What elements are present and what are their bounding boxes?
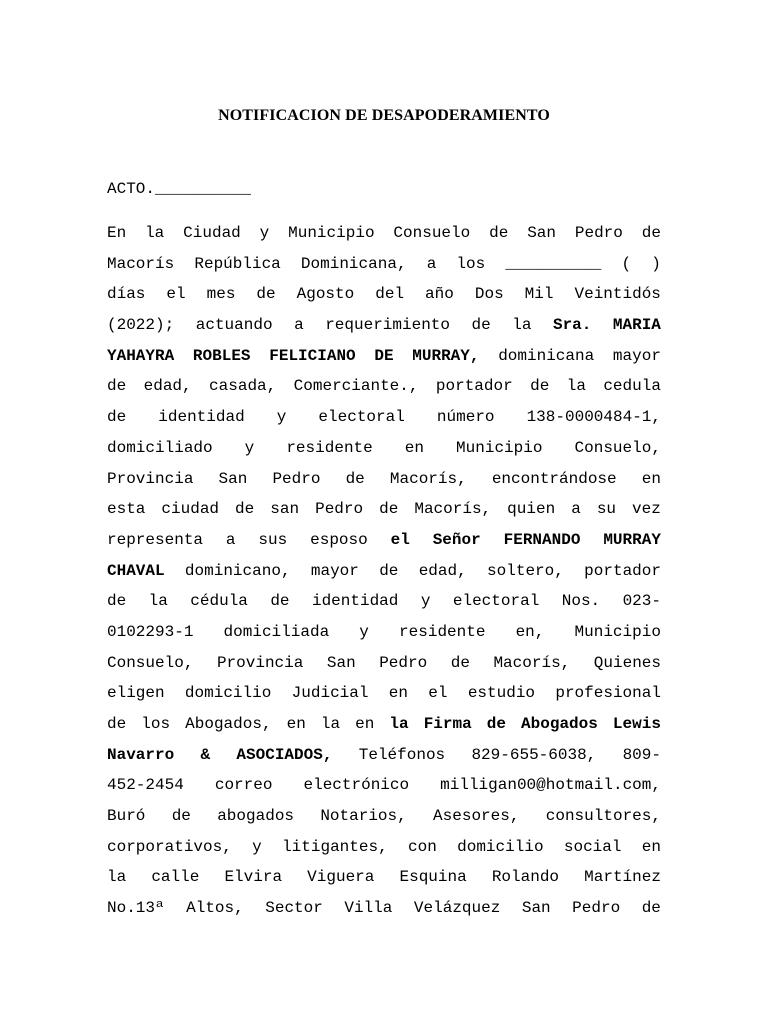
word: a bbox=[294, 316, 304, 335]
word: Judicial bbox=[291, 684, 369, 703]
word: del bbox=[375, 285, 405, 304]
word: domiciliada bbox=[223, 622, 330, 641]
word: Abogados, bbox=[185, 715, 272, 733]
text-line bbox=[107, 590, 661, 621]
text-line bbox=[107, 774, 661, 805]
word: Provincia bbox=[216, 653, 304, 672]
word: En bbox=[107, 224, 127, 242]
word: representa bbox=[107, 530, 204, 549]
word: con bbox=[408, 837, 437, 856]
word: profesional bbox=[555, 684, 661, 703]
text-line bbox=[107, 283, 661, 314]
word: domicilio bbox=[184, 684, 272, 703]
text-line bbox=[107, 682, 661, 713]
word: San bbox=[326, 653, 356, 672]
word: la bbox=[148, 592, 168, 611]
word: Pedro bbox=[272, 469, 321, 488]
word: quien bbox=[507, 500, 556, 519]
word: consultores, bbox=[545, 807, 661, 826]
word: la bbox=[107, 868, 127, 887]
word: domicilio bbox=[457, 837, 544, 856]
word: __________ bbox=[505, 254, 602, 273]
word: de bbox=[345, 469, 365, 488]
word: Municipio bbox=[574, 622, 661, 641]
word: electoral bbox=[318, 408, 405, 427]
word: san bbox=[270, 500, 300, 519]
word: portador bbox=[584, 561, 661, 580]
word: Velázquez bbox=[413, 899, 501, 918]
word: Abogados bbox=[521, 715, 598, 733]
text-line bbox=[107, 314, 661, 345]
word: Mil bbox=[524, 285, 554, 304]
word: en bbox=[355, 715, 375, 733]
word: Viguera bbox=[307, 868, 375, 887]
word: de bbox=[450, 653, 470, 672]
word: y bbox=[276, 408, 287, 427]
word: Pedro bbox=[572, 899, 621, 918]
word: Municipio bbox=[456, 438, 543, 457]
word: número bbox=[436, 408, 495, 427]
word: MURRAY, bbox=[412, 346, 480, 365]
word: a bbox=[225, 530, 236, 549]
text-line bbox=[107, 866, 661, 897]
word: de bbox=[107, 715, 127, 733]
word: Villa bbox=[344, 899, 393, 918]
word: (2022); bbox=[107, 316, 175, 335]
word: litigantes, bbox=[282, 837, 388, 856]
word: identidad bbox=[311, 592, 399, 611]
word: residente bbox=[286, 438, 373, 457]
word: & bbox=[200, 745, 211, 764]
word: encontrándose bbox=[491, 469, 617, 488]
word: electrónico bbox=[303, 776, 410, 795]
word: y bbox=[244, 438, 255, 457]
word: Consuelo bbox=[393, 224, 471, 242]
word: Notarios, bbox=[320, 807, 407, 826]
word: en bbox=[404, 438, 424, 457]
word: FERNANDO bbox=[503, 530, 581, 549]
word: actuando bbox=[195, 316, 273, 335]
word: Rolando bbox=[491, 868, 560, 887]
word: mayor bbox=[612, 346, 661, 365]
word: San bbox=[218, 469, 248, 488]
word: No.13ª bbox=[107, 899, 165, 918]
word: Lewis bbox=[612, 715, 661, 733]
word: 138-0000484-1, bbox=[526, 408, 661, 427]
word: ROBLES bbox=[192, 346, 251, 365]
word: correo bbox=[214, 776, 273, 795]
text-line bbox=[107, 713, 661, 744]
word: 809- bbox=[622, 745, 661, 764]
word: mayor bbox=[310, 561, 359, 580]
word: Nos. bbox=[561, 592, 601, 611]
word: cédula bbox=[190, 592, 248, 611]
word: y bbox=[359, 622, 369, 641]
word: Agosto bbox=[296, 285, 355, 304]
word: en bbox=[286, 715, 306, 733]
word: en bbox=[388, 684, 408, 703]
word: los bbox=[141, 715, 171, 733]
word: Altos, bbox=[186, 899, 244, 918]
word: de bbox=[379, 561, 399, 580]
word: Pedro bbox=[379, 653, 428, 672]
word: Macorís, bbox=[389, 469, 467, 488]
word: requerimiento bbox=[325, 316, 451, 335]
word: de bbox=[471, 316, 491, 335]
word: residente bbox=[399, 622, 486, 641]
word: esta bbox=[107, 500, 146, 519]
text-line bbox=[107, 498, 661, 529]
word: de bbox=[171, 807, 191, 826]
text-line bbox=[107, 621, 661, 652]
word: Dominicana, bbox=[300, 254, 407, 273]
word: estudio bbox=[467, 684, 536, 703]
text-line bbox=[107, 437, 661, 468]
word: DE bbox=[374, 346, 394, 365]
word: casada, bbox=[209, 377, 277, 396]
word: año bbox=[425, 285, 454, 304]
word: Comerciante., bbox=[293, 377, 419, 396]
word: de bbox=[256, 285, 276, 304]
word: Provincia bbox=[107, 469, 194, 488]
word: ) bbox=[651, 254, 661, 273]
text-line bbox=[107, 560, 661, 591]
word: ( bbox=[621, 254, 632, 273]
text-line bbox=[107, 253, 661, 284]
word: identidad bbox=[158, 408, 245, 427]
word: milligan00@hotmail.com, bbox=[440, 776, 661, 795]
word: Elvira bbox=[224, 868, 283, 887]
word: a bbox=[426, 254, 437, 273]
acto-field: ACTO.__________ bbox=[107, 180, 252, 198]
word: en bbox=[641, 469, 661, 488]
word: República bbox=[194, 254, 281, 273]
text-line bbox=[107, 652, 661, 683]
word: Martínez bbox=[584, 868, 661, 887]
word: de bbox=[530, 377, 550, 396]
word: de bbox=[107, 592, 127, 611]
word: de bbox=[489, 224, 509, 242]
word: Pedro bbox=[574, 224, 623, 242]
word: electoral bbox=[452, 592, 540, 611]
word: Quienes bbox=[593, 653, 661, 672]
word: Sra. bbox=[552, 316, 592, 335]
text-line bbox=[107, 529, 661, 560]
word: soltero, bbox=[487, 561, 564, 580]
word: el bbox=[166, 285, 186, 304]
word: de bbox=[270, 592, 290, 611]
word: Macorís, bbox=[493, 653, 571, 672]
word: Macorís bbox=[107, 254, 175, 273]
word: la bbox=[566, 377, 586, 396]
word: dominicano, bbox=[184, 561, 291, 580]
word: Sector bbox=[265, 899, 323, 918]
word: la bbox=[389, 715, 409, 733]
document-body bbox=[107, 222, 661, 928]
document-title: NOTIFICACION DE DESAPODERAMIENTO bbox=[218, 107, 550, 124]
word: de bbox=[107, 408, 127, 427]
word: los bbox=[456, 254, 486, 273]
word: portador bbox=[435, 377, 513, 396]
word: en bbox=[641, 837, 661, 856]
word: 452-2454 bbox=[107, 776, 184, 795]
word: edad, bbox=[143, 377, 192, 396]
word: CHAVAL bbox=[107, 561, 165, 580]
word: cedula bbox=[603, 377, 661, 396]
word: mes bbox=[206, 285, 236, 304]
word: en, bbox=[515, 622, 545, 641]
word: días bbox=[107, 285, 146, 304]
word: esposo bbox=[310, 530, 368, 549]
word: a bbox=[571, 500, 581, 519]
word: Buró bbox=[107, 807, 146, 826]
word: vez bbox=[632, 500, 661, 519]
text-line bbox=[107, 375, 661, 406]
word: MURRAY bbox=[603, 530, 661, 549]
word: San bbox=[521, 899, 551, 918]
word: ciudad bbox=[161, 500, 220, 519]
word: de bbox=[235, 500, 255, 519]
word: Esquina bbox=[399, 868, 467, 887]
word: domiciliado bbox=[107, 438, 213, 457]
word: la bbox=[512, 316, 532, 335]
word: el bbox=[428, 684, 448, 703]
word: de bbox=[379, 500, 399, 519]
word: MARIA bbox=[612, 316, 661, 335]
word: eligen bbox=[107, 684, 165, 703]
word: ASOCIADOS, bbox=[236, 745, 333, 764]
word: la bbox=[320, 715, 341, 733]
word: abogados bbox=[217, 807, 295, 826]
word: FELICIANO bbox=[269, 346, 356, 365]
text-line bbox=[107, 406, 661, 437]
word: el bbox=[390, 530, 410, 549]
word: Señor bbox=[432, 530, 481, 549]
text-line bbox=[107, 345, 661, 376]
word: calle bbox=[151, 868, 200, 887]
text-line bbox=[107, 836, 661, 867]
word: Veintidós bbox=[574, 285, 661, 304]
word: sus bbox=[258, 530, 288, 549]
text-line bbox=[107, 897, 661, 928]
word: Consuelo, bbox=[107, 653, 194, 672]
word: social bbox=[563, 837, 622, 856]
word: Macorís, bbox=[414, 500, 492, 519]
word: de bbox=[486, 715, 506, 733]
text-line bbox=[107, 468, 661, 499]
word: San bbox=[527, 224, 556, 242]
word: Asesores, bbox=[433, 807, 520, 826]
word: Dos bbox=[474, 285, 504, 304]
word: y bbox=[252, 837, 262, 856]
word: Teléfonos bbox=[358, 745, 446, 764]
word: de bbox=[641, 224, 661, 242]
word: y bbox=[259, 224, 270, 242]
word: dominicana bbox=[498, 346, 595, 365]
word: Ciudad bbox=[183, 224, 241, 242]
word: Pedro bbox=[315, 500, 364, 519]
text-line bbox=[107, 744, 661, 775]
word: de bbox=[107, 377, 127, 396]
word: 023- bbox=[622, 592, 661, 611]
word: corporativos, bbox=[107, 837, 232, 856]
word: Municipio bbox=[288, 224, 375, 242]
word: su bbox=[596, 500, 617, 519]
word: YAHAYRA bbox=[107, 346, 175, 365]
word: la bbox=[145, 224, 165, 242]
word: 829-655-6038, bbox=[471, 745, 597, 764]
word: 0102293-1 bbox=[107, 622, 194, 641]
word: Firma bbox=[423, 715, 472, 733]
word: y bbox=[420, 592, 431, 611]
text-line bbox=[107, 805, 661, 836]
word: edad, bbox=[418, 561, 467, 580]
text-line bbox=[107, 222, 661, 253]
word: de bbox=[641, 899, 661, 918]
word: Consuelo, bbox=[574, 438, 661, 457]
word: Navarro bbox=[107, 745, 175, 764]
